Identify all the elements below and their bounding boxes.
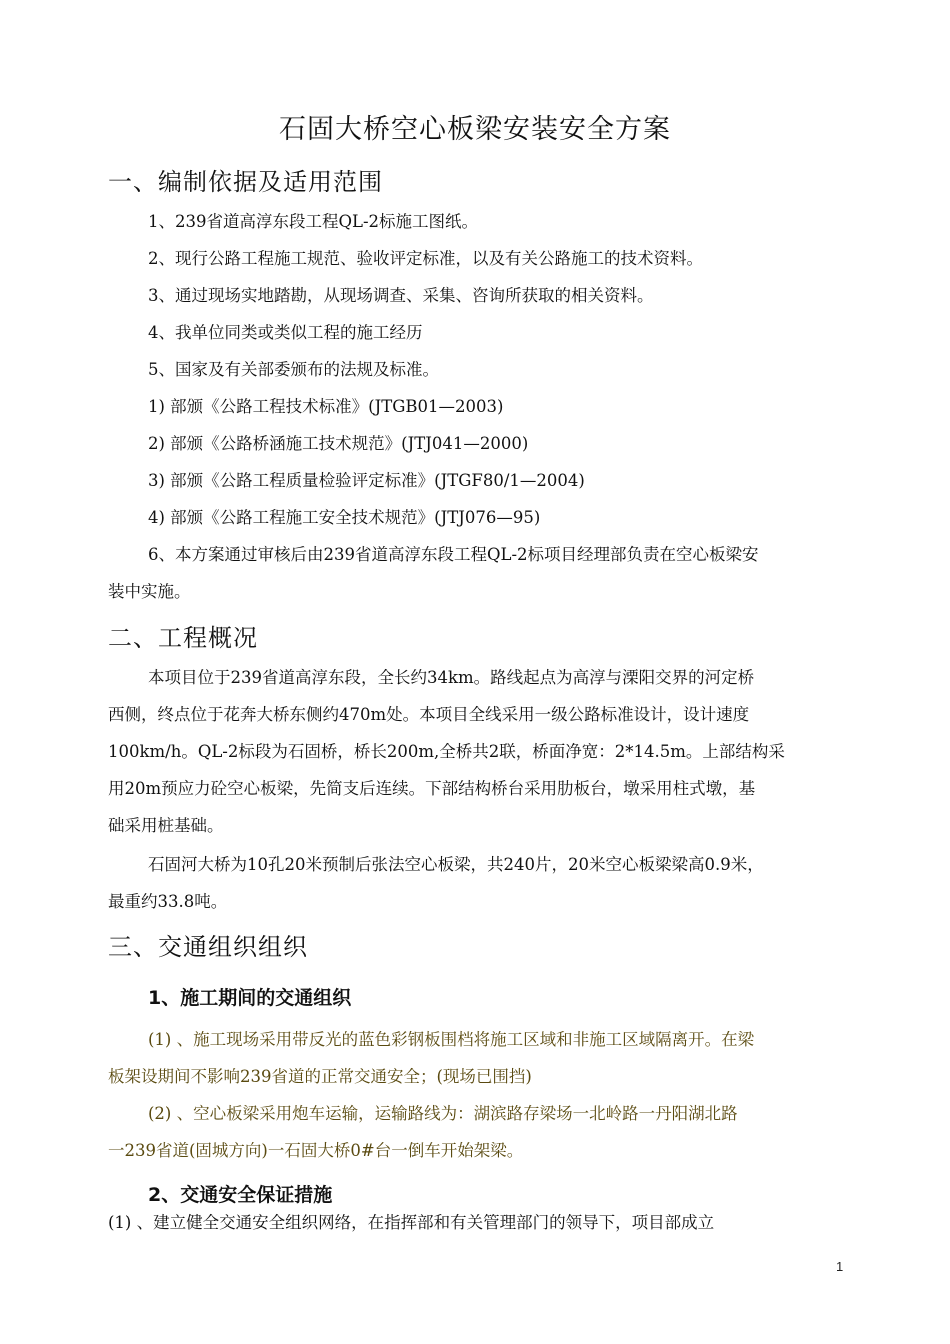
section3-heading: 三、交通组织组织: [108, 933, 308, 961]
traffic-line: 板架设期间不影响239省道的正常交通安全；(现场已围挡): [108, 1067, 532, 1086]
standard-item: 1) 部颁《公路工程技术标准》(JTGB01—2003): [148, 397, 504, 416]
standard-item: 3) 部颁《公路工程质量检验评定标准》(JTGF80/1—2004): [148, 471, 585, 490]
page-number: 1: [836, 1259, 844, 1274]
section1-item: 2、现行公路工程施工规范、验收评定标准，以及有关公路施工的技术资料。: [148, 249, 703, 268]
subsection-heading: 2、交通安全保证措施: [148, 1184, 333, 1206]
overview-line: 100km/h。QL-2标段为石固桥，桥长200m,全桥共2联，桥面净宽：2*14.5m。上部结构采: [108, 742, 785, 761]
standard-item: 2) 部颁《公路桥涵施工技术规范》(JTJ041—2000): [148, 434, 529, 453]
overview-line: 本项目位于239省道高淳东段，全长约34km。路线起点为高淳与溧阳交界的河定桥: [148, 668, 755, 687]
subsection-heading: 1、施工期间的交通组织: [148, 987, 352, 1009]
overview-line: 最重约33.8吨。: [108, 892, 228, 911]
standard-item: 4) 部颁《公路工程施工安全技术规范》(JTJ076—95): [148, 508, 541, 527]
safety-line: (1) 、建立健全交通安全组织网络，在指挥部和有关管理部门的领导下，项目部成立: [108, 1213, 715, 1232]
overview-line: 础采用桩基础。: [108, 816, 224, 835]
traffic-line: 一239省道(固城方向)一石固大桥0#台一倒车开始架梁。: [108, 1141, 524, 1160]
section1-heading: 一、编制依据及适用范围: [108, 168, 383, 196]
traffic-line: (1) 、施工现场采用带反光的蓝色彩钢板围档将施工区域和非施工区域隔离开。在梁: [148, 1030, 755, 1049]
section1-item: 4、我单位同类或类似工程的施工经历: [148, 323, 423, 342]
overview-line: 西侧，终点位于花奔大桥东侧约470m处。本项目全线采用一级公路标准设计，设计速度: [108, 705, 750, 724]
section1-item6-line1: 6、本方案通过审核后由239省道高淳东段工程QL-2标项目经理部负责在空心板梁安: [148, 545, 759, 564]
section1-item: 1、239省道高淳东段工程QL-2标施工图纸。: [148, 212, 479, 231]
overview-line: 用20m预应力砼空心板梁，先简支后连续。下部结构桥台采用肋板台，墩采用柱式墩，基: [108, 779, 756, 798]
section1-item: 5、国家及有关部委颁布的法规及标准。: [148, 360, 439, 379]
document-title: 石固大桥空心板梁安装安全方案: [279, 114, 671, 145]
section1-item: 3、通过现场实地踏勘，从现场调查、采集、咨询所获取的相关资料。: [148, 286, 654, 305]
section1-item6-line2: 装中实施。: [108, 582, 191, 601]
overview-line: 石固河大桥为10孔20米预制后张法空心板梁，共240片，20米空心板梁梁高0.9米，: [148, 855, 764, 874]
traffic-line: (2) 、空心板梁采用炮车运输，运输路线为：湖滨路存梁场一北岭路一丹阳湖北路: [148, 1104, 738, 1123]
section2-heading: 二、工程概况: [108, 624, 258, 652]
